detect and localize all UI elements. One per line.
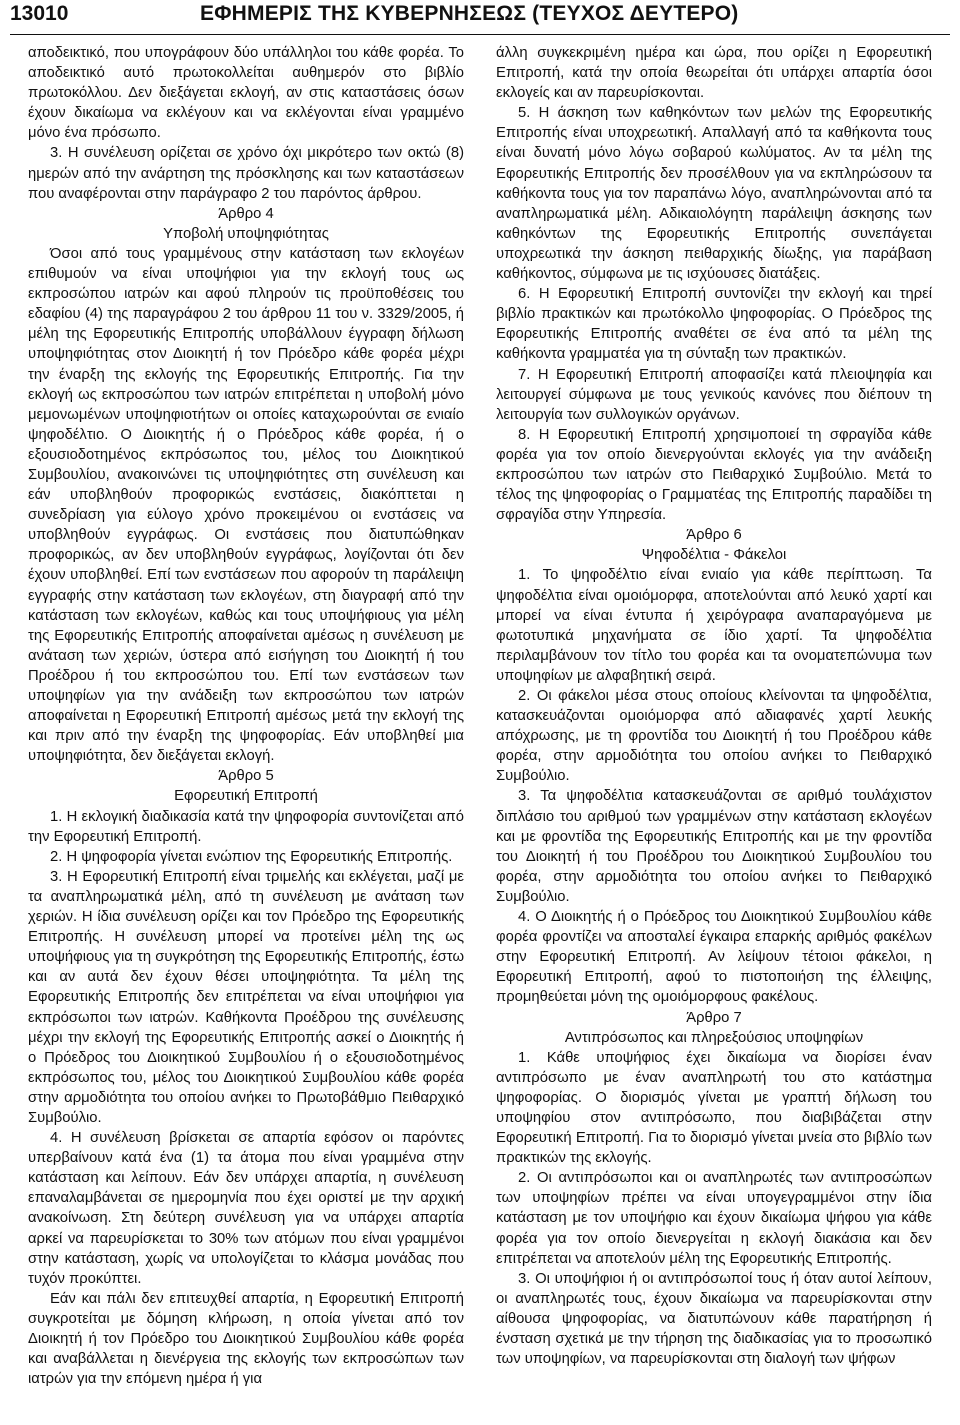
- paragraph: 3. Η συνέλευση ορίζεται σε χρόνο όχι μικρότερο των οκτώ (8) ημερών από την ανάρτηση της πρόσκλησης και των καταστάσεων που αναφέρονται στην παράγραφο 2 του παρόντος άρθρου.: [28, 145, 464, 202]
- paragraph: 2. Οι αντιπρόσωποι και οι αναπληρωτές των αντιπροσώπων των υποψηφίων πρέπει να είναι υπογεγραμμένοι στην ίδια κατάσταση με τον υποψήφιο και έχουν δικαίωμα ψήφου για κάθε φορέα για τον οποίο διενεργείται η εκλογή διακάσια και δεν επιτρέπεται να αποτελούν μέλη της Εφορευτικής Επιτροπής.: [496, 1170, 932, 1267]
- paragraph: άλλη συγκεκριμένη ημέρα και ώρα, που ορίζει η Εφορευτική Επιτροπή, κατά την οποία θεωρείται ότι υπάρχει απαρτία όσοι εκλογείς και αν παρευρίσκονται.: [496, 45, 932, 102]
- paragraph: 3. Τα ψηφοδέλτια κατασκευάζονται σε αριθμό τουλάχιστον διπλάσιο του αριθμού των γραμμένων στην κατάσταση εκλογέων και με φροντίδα της Εφορευτικής Επιτροπής και με την φροντίδα του Διοικητή ή του Προέδρου του Διοικητικού Συμβουλίου του φορέα, στην αρμοδιότητα του οποίου ανήκει το Πειθαρχικό Συμβούλιο.: [496, 788, 932, 905]
- paragraph: 8. Η Εφορευτική Επιτροπή χρησιμοποιεί τη σφραγίδα κάθε φορέα για τον οποίο διενεργούνται εκλογές για την ανάδειξη εκπροσώπου των ιατρών στο Πειθαρχικό Συμβούλιο. Μετά το τέλος της ψηφοφορίας ο Γραμματέας της Επιτροπής παραδίδει τη σφραγίδα στην Υπηρεσία.: [496, 426, 932, 524]
- paragraph: 1. Η εκλογική διαδικασία κατά την ψηφοφορία συντονίζεται από την Εφορευτική Επιτροπή.: [28, 808, 464, 845]
- page-header: [10, 0, 950, 38]
- paragraph: 2. Οι φάκελοι μέσα στους οποίους κλείνονται τα ψηφοδέλτια, κατασκευάζονται ομοιόμορφα από αδιαφανές χαρτί λευκής απόχρωσης, με τη φροντίδα του Διοικητή ή του Προέδρου κάθε φορέα, στην αρμοδιότητα του οποίου ανήκει το Πειθαρχικό Συμβούλιο.: [496, 688, 932, 785]
- paragraph: 5. Η άσκηση των καθηκόντων των μελών της Εφορευτικής Επιτροπής είναι υποχρεωτική. Απαλλαγή από τα καθήκοντα τους είναι δυνατή μόνο λόγω σοβαρού κωλύματος. Αν τα μέλη της Εφορευτικής Επιτροπής δεν προσέλθουν για να εκπληρώσουν τα καθήκοντα τους για τον παραπάνω λόγο, αναπληρώνονται από τα αναπληρωματικά μέλη. Αδικαιολόγητη παράλειψη άσκησης των καθηκόντων της Εφορευτικής Επιτροπής συνεπάγεται υποχρεωτικά την άσκηση πειθαρχικής δίωξης, για παράβαση καθήκοντος, σύμφωνα με τις ισχύουσες διατάξεις.: [496, 105, 932, 283]
- gazette-title: ΕΦΗΜΕΡΙΣ ΤΗΣ ΚΥΒΕΡΝΗΣΕΩΣ (ΤΕΥΧΟΣ ΔΕΥΤΕΡΟ): [200, 2, 739, 25]
- paragraph: 6. Η Εφορευτική Επιτροπή συντονίζει την εκλογή και τηρεί βιβλίο πρακτικών και πρωτόκολλο ψηφοφορίας. Ο Πρόεδρος της Εφορευτικής Επιτροπής αναθέτει σε ένα από τα μέλη της καθήκοντα γραμματέα για τη σύνταξη των πρακτικών.: [496, 286, 932, 363]
- article-7-title: Άρθρο 7: [686, 1009, 742, 1026]
- paragraph: Εάν και πάλι δεν επιτευχθεί απαρτία, η Εφορευτική Επιτροπή συγκροτείται με δόμηση κλήρωση, η οποία γίνεται από τον Διοικητή ή τον Πρόεδρο του Διοικητικού Συμβουλίου κάθε φορέα και αναβάλλεται η διενέργεια της εκλογής των εκπροσώπων των ιατρών για την επόμενη ημέρα ή για: [28, 1290, 464, 1388]
- left-column: [28, 43, 464, 1423]
- right-column: [496, 43, 932, 1423]
- paragraph: 3. Η Εφορευτική Επιτροπή είναι τριμελής και εκλέγεται, μαζί με τα αναπληρωματικά μέλη, από τη συνέλευση με ανάταση των χεριών. Η ίδια συνέλευση ορίζει και τον Πρόεδρο της Εφορευτικής Επιτροπής. Η συνέλευση μπορεί να προτείνει μέλη της ως υποψήφιους για τη συγκρότηση της Εφορευτικής Επιτροπής, έστω και αν αυτά δεν έχουν θέσει υποψηφιότητα. Τα μέλη της Εφορευτικής Επιτροπής δεν επιτρέπεται να είναι υποψήφιοι για εκπρόσωποι των ιατρών. Καθήκοντα Προέδρου της συνέλευσης μέχρι την εκλογή της Εφορευτικής Επιτροπής ασκεί ο Διοικητής ή ο Πρόεδρος του Διοικητικού Συμβουλίου ή ο εξουσιοδοτημένος εκπρόσωπος του, μέλος του Διοικητικού Συμβουλίου κάθε φορέα στην αρμοδιότητα του οποίου ανήκει το Πρωτοβάθμιο Πειθαρχικό Συμβούλιο.: [28, 868, 464, 1126]
- paragraph: 4. Η συνέλευση βρίσκεται σε απαρτία εφόσον οι παρόντες υπερβαίνουν κατά ένα (1) τα άτομα που είναι γραμμένα στην κατάσταση και λείπουν. Εάν δεν υπάρχει απαρτία, η συνέλευση επαναλαμβάνεται σε ημερομηνία που έχει οριστεί με την αρχική ανακοίνωση. Στη δεύτερη συνέλευση για να υπάρχει απαρτία αρκεί να παρευρίσκεται το 30% των ατόμων που είναι γραμμένοι στην κατάσταση, χωρίς να υπολογίζεται το κλάσμα μονάδας που τυχόν προκύπτει.: [28, 1130, 464, 1287]
- article-6-subtitle: Ψηφοδέλτια - Φάκελοι: [641, 547, 787, 564]
- article-4-title: Άρθρο 4: [218, 205, 274, 222]
- page-number: 13010: [10, 2, 69, 25]
- paragraph: 1. Το ψηφοδέλτιο είναι ενιαίο για κάθε περίπτωση. Τα ψηφοδέλτια είναι ομοιόμορφα, αποτελούνται από λευκό χαρτί και μπορεί να είναι έντυπα ή χειρόγραφα αναπαραγόμενα με φωτοτυπικά μηχανήματα σε ίδιο χαρτί. Τα ψηφοδέλτια περιλαμβάνουν τον τίτλο του φορέα και τα ονοματεπώνυμα των υποψηφίων με αλφαβητική σειρά.: [496, 567, 932, 684]
- paragraph: 7. Η Εφορευτική Επιτροπή αποφασίζει κατά πλειοψηφία και λειτουργεί σύμφωνα με τους γενικούς κανόνες που διέπουν τη λειτουργία των συλλογικών οργάνων.: [496, 366, 932, 423]
- article-7-subtitle: Αντιπρόσωπος και πληρεξούσιος υποψηφίων: [564, 1029, 864, 1046]
- paragraph: 4. Ο Διοικητής ή ο Πρόεδρος του Διοικητικού Συμβουλίου κάθε φορέα φροντίζει να αποσταλεί έγκαιρα επαρκής αριθμός φακέλων στην Εφορευτική Επιτροπή. Αν λείψουν τέτοιοι φάκελοι, η Εφορευτική Επιτροπή, αφού το πιστοποιήση της έλλειψης, προμηθεύεται μόνη της ομοιόμορφους φακέλους.: [496, 909, 932, 1006]
- article-5-title: Άρθρο 5: [218, 768, 274, 785]
- article-5-subtitle: Εφορευτική Επιτροπή: [174, 788, 318, 805]
- article-6-title: Άρθρο 6: [686, 527, 742, 544]
- paragraph: 1. Κάθε υποψήφιος έχει δικαίωμα να διορίσει έναν αντιπρόσωπο με έναν αναπληρωτή του στο κατάστημα ψηφοφορίας. Ο διορισμός γίνεται με γραπτή δήλωση του υποψηφίου στον αντιπρόσωπο, που διαβιβάζεται στην Εφορευτική Επιτροπή. Για το διορισμό γίνεται μνεία στο βιβλίο των πρακτικών της εκλογής.: [496, 1049, 932, 1167]
- paragraph: αποδεικτικό, που υπογράφουν δύο υπάλληλοι του κάθε φορέα. Το αποδεικτικό αυτό πρωτοκολλείται αυθημερόν στο βιβλίο πρωτοκόλλου. Δεν διεξάγεται εκλογή, αν στις καταστάσεις όσων έχουν δικαίωμα να εκλέγουν και να εκλέγονται είναι γραμμένο μόνο ένα πρόσωπο.: [28, 45, 464, 142]
- article-4-subtitle: Υποβολή υποψηφιότητας: [163, 225, 329, 242]
- paragraph: 2. Η ψηφοφορία γίνεται ενώπιον της Εφορευτικής Επιτροπής.: [50, 848, 453, 865]
- header-rule: [10, 34, 950, 35]
- paragraph: Όσοι από τους γραμμένους στην κατάσταση των εκλογέων επιθυμούν να είναι υποψήφιοι για την εκλογή τους ως εκπροσώπου ιατρών και αφού πληρούν τις προϋποθέσεις του εδαφίου (4) της παραγράφου 2 του άρθρου 11 του ν. 3329/2005, ή μέλη της Εφορευτικής Επιτροπής υποβάλλουν έγγραφη δήλωση υποψηφιότητας στον Διοικητή ή τον Πρόεδρο κάθε φορέα μέχρι την έναρξη της εκλογής της Εφορευτικής Επιτροπής. Για την εκλογή ως εκπροσώπου των ιατρών επιτρέπεται η υποβολή μόνο μεμονωμένων υποψηφιοτήτων οι οποίες καταχωρούνται σε ενιαίο ψηφοδέλτιο. Ο Διοικητής ή ο Πρόεδρος κάθε φορέα, ή ο εξουσιοδοτημένος εκπρόσωπος του, μέλος του Διοικητικού Συμβουλίου, ανακοινώνει τις υποψηφιότητες στη συνέλευση και εάν υποβληθούν προφορικώς ενστάσεις, διακόπτεται η συνεδρίαση για εύλογο χρόνο προκειμένου οι ενστάσεις να υποβληθούν εγγράφως. Οι ενστάσεις που διατυπώθηκαν προφορικώς, αν δεν υποβληθούν εγγράφως, λογίζονται ότι δεν έχουν υποβληθεί. Επί των ενστάσεων που αφορούν τη παράλειψη εγγραφής στην κατάσταση των εκλογέων, στη διαγραφή από την κατάσταση των εκλογέων, καθώς και τους υποψήφιους για μέλη της Εφορευτικής Επιτροπής αποφαίνεται αμέσως η συνέλευση με ανάταση των χεριών, ύστερα από εισήγηση του Διοικητή ή του Προέδρου ή του εκπροσώπου του. Επί των ενστάσεων των υποψηφίων για την ανάδειξη των εκπροσώπου των ιατρών αποφαίνεται η Εφορευτική Επιτροπή αμέσως μετά την εκλογή της και πριν από την έναρξη της ψηφοφορίας. Εάν υποβληθεί μια υποψηφιότητα, δεν διεξάγεται εκλογή.: [28, 245, 464, 765]
- paragraph: 3. Οι υποψήφιοι ή οι αντιπρόσωποί τους ή όταν αυτοί λείπουν, οι αναπληρωτές τους, έχουν δικαίωμα να παρευρίσκονται στην αίθουσα ψηφοφορίας, να διατυπώνουν κάθε παρατήρηση ή ένσταση σχετικά με την τήρηση της διαδικασίας για το προσωπικό των υποψηφίων, να παρευρίσκονται στη διαλογή των ψήφων: [496, 1270, 932, 1368]
